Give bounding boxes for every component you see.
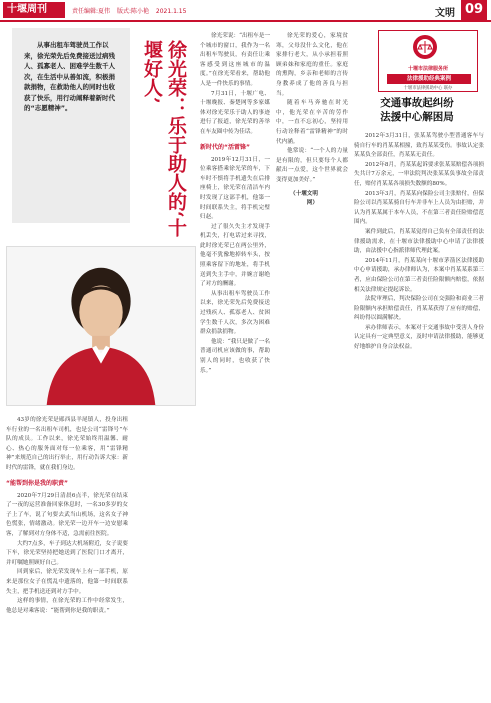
paper-logo: 十堰周刊 (3, 2, 65, 18)
legal-aid-badge (378, 30, 478, 92)
intro-box (12, 28, 130, 223)
article-source: （十堰文明网） (290, 190, 318, 207)
paragraph: 随着车马奔驰在时光中，他光荣在辛苦的劳作中，一直不忘初心，坚持用行动诠释着“雷锋精神”的时代内涵。 (276, 100, 348, 145)
badge-strip: 法律援助经典案例 (387, 74, 471, 84)
section-title: 文明 (435, 8, 455, 19)
paragraph: 2014年11月，肖某某向十堰市茅箭区法律援助中心申请援助，承办律师认为，本案中肖某某系第三者，应由保险公司在第三者责任险限额内赔偿，依据相关法律规定提起诉讼。 (354, 257, 484, 293)
paragraph: 法院审理后，判决保险公司在交强险和商业三者险限额内承担赔偿责任，肖某某获得了应有的赔偿，纠纷得以圆满解决。 (354, 296, 484, 322)
paragraph: 大约7点多，车子到达大机场附近，女子说要下车，徐光荣坚持把她送到了医院门口才离开，并叮嘱她照顾好自己。 (6, 540, 128, 566)
header-meta (72, 6, 191, 15)
paragraph: 回到家后，徐光荣发现车上有一部手机，原来是那位女子在慌乱中遗落的，他第一时间联系失主，把手机送还到对方手中。 (6, 569, 128, 595)
badge-subtitle: 十堰市法律援助中心 联办 (403, 86, 453, 91)
paragraph: 过了很久失主才发现手机丢失，打电话过来寻找，此时徐光荣已在两公里外，他毫不犹豫地掉转车头，按照乘客留下的地址，将手机送到失主手中，并婉言谢绝了对方的酬谢。 (200, 223, 270, 288)
paragraph: 徐光荣的爱心，家境贫寒，父母没什么文化，他在家排行老大，从小承担着照顾弟妹和家庭的重任。家庭的熏陶，乡亲和老师的言传身教养成了他的善良与担当。 (276, 33, 348, 97)
paragraph: 徐光荣说：“出租车是一个城市的窗口，我作为一名出租车驾驶员，有责任让乘客感受到这座城市的温度。”在徐光荣看来，帮助他人是一件快乐的事情。 (200, 33, 270, 87)
subheading: 新时代的“活雷锋” (200, 143, 250, 151)
editor-credit: 责任编辑:夏伟 (72, 8, 111, 15)
page-number: 09 (461, 0, 487, 20)
person-portrait-icon (7, 247, 195, 405)
paragraph: 2012年3月31日，张某某驾驶小型普通客车与骑自行车的肖某某相撞，致肖某某受伤。事故认定张某某负全部责任，肖某某无责任。 (354, 133, 484, 159)
right-article-column (354, 132, 484, 700)
article-column-3 (276, 32, 348, 700)
badge-title: 十堰市法律服务所 (407, 66, 448, 72)
issue-date: 2021.1.15 (155, 8, 187, 15)
law-emblem-icon (410, 34, 440, 60)
article-title-block (140, 40, 196, 240)
paragraph: 从事出租车驾驶员工作以来，徐光荣先后免费接送过残疾人、孤寡老人、贫困学生数千人次，多次为困难群众捐款捐物。 (200, 290, 270, 336)
intro-text: 从事出租车驾驶员工作以来，徐光荣先后免费接送过病残人、孤寡老人、困难学生数千人次，在生活中从善如流，积极捐款捐物，在救助他人的同时也收获了快乐，用行动阐释着新时代的“志愿精神”。 (24, 41, 115, 112)
title-line: 法援中心解困局 (380, 111, 454, 123)
article-column-1 (6, 416, 128, 700)
paragraph: 2013年3月，肖某某向保险公司主张赔付，但保险公司以肖某某骑自行车并非车上人员为由拒赔，并认为肖某某属于本车人员，不在第三者责任险赔偿范围内。 (354, 190, 484, 226)
article-column-2 (200, 32, 270, 700)
portrait-photo (6, 246, 196, 406)
page-header (0, 0, 491, 22)
paragraph: 案件到此后，肖某某觉得自己负有全部责任的法律援助需求，在十堰市法律援助中心申请了法律援助，由法援中心指派律师代理此案。 (354, 228, 484, 255)
paragraph: 2020年7月29日清晨6点半，徐光荣在结束了一夜的运营准备回家休息时，一名30多岁的女子上了车，说了句要去武当山机场，这名女子神色慌张，情绪激动。徐光荣一边开车一边安慰乘客，了解到对方身体不适，急需前往医院。 (6, 492, 128, 537)
article-title: 徐光荣：乐于助人的‘十堰好人’ (141, 40, 187, 237)
paragraph: 他常说：“一个人的力量是有限的，但只要每个人都献出一点爱，这个世界就会变得更加美好。” (276, 148, 348, 183)
layout-credit: 版式:陈小艳 (116, 8, 149, 15)
paragraph: 43岁的徐光荣是郧西县羊尾镇人，投身出租车行业的一名出租车司机，也是公司“雷锋号”车队的成员。工作以来，徐光荣始终用温馨、耐心、热心的服务面对每一位乘客，用“雷锋精神”来规范自己的出行举止，用行动告诉大家：新时代的雷锋，就在我们身边。 (6, 417, 128, 471)
paragraph: 2019年12月31日，一位乘客搭乘徐光荣的车，下车时不慎将手机遗失在后排座椅上，徐光荣在清洁车内时发现了这部手机，他第一时间联系失主，将手机完璧归赵。 (200, 156, 270, 221)
subheading: “能帮到你是我的职责” (6, 479, 68, 487)
paragraph: 他说：“我只是做了一名普通司机应该做的事，帮助别人的同时，也收获了快乐。” (200, 338, 270, 374)
title-line: 交通事故起纠纷 (380, 97, 454, 109)
paragraph: 7月31日，十堰广电、十堰晚报、秦楚网等多家媒体对徐光荣乐于助人的事迹进行了报道，徐光荣的善举在车友圈中传为佳话。 (200, 90, 270, 135)
right-article-title (352, 96, 482, 124)
paragraph: 这样的事情，在徐光荣的工作中经常发生，他总是对乘客说：“能帮到你是我的职责。” (6, 598, 128, 614)
paragraph: 2012年8月，肖某某起诉要求张某某赔偿各项损失共计7万余元，一审法院判决张某某负事故全部责任，赔付肖某某各项损失数额的80%。 (354, 161, 484, 187)
paragraph: 承办律师表示，本案对于交通事故中受害人身份认定具有一定典型意义，及时申请法律援助，能够更好地维护自身合法权益。 (354, 324, 484, 351)
